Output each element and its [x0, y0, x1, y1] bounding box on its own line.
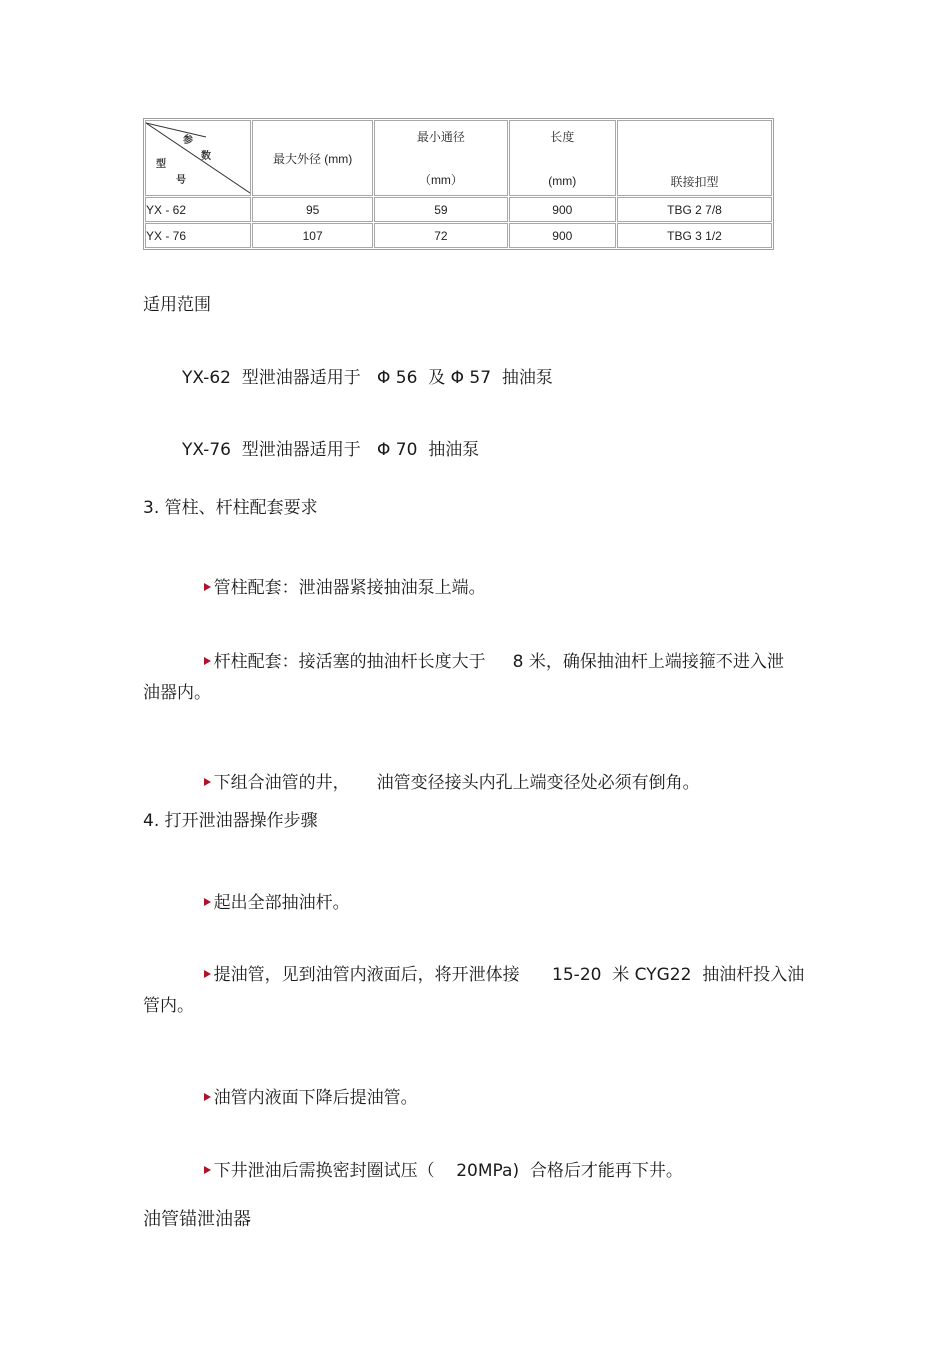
triangle-bullet-icon [204, 970, 211, 978]
section-4-title: 4. 打开泄油器操作步骤 [143, 811, 318, 831]
list-item-text: 杆柱配套：接活塞的抽油杆长度大于 8 米，确保抽油杆上端接箍不进入泄 [213, 652, 784, 672]
section-3-title: 3. 管柱、杆柱配套要求 [143, 498, 318, 518]
list-item-text: 油管内液面下降后提油管。 [213, 1088, 418, 1108]
cell-max-od: 95 [252, 197, 373, 222]
table-row [145, 223, 772, 248]
triangle-bullet-icon [204, 1093, 211, 1101]
diagonal-header [146, 121, 250, 195]
list-item-text: 下井泄油后需换密封圈试压（ 20MPa) 合格后才能再下井。 [213, 1161, 683, 1181]
corner-label-bottom-a: 型 [156, 159, 166, 170]
scope-title: 适用范围 [143, 295, 211, 315]
header-length-label: 长度 [550, 130, 575, 144]
list-item-text: 管柱配套：泄油器紧接抽油泵上端。 [213, 578, 486, 598]
triangle-bullet-icon [204, 898, 211, 906]
list-item [182, 1063, 418, 1128]
scope-line-1: YX-62 型泄油器适用于 Φ 56 及 Φ 57 抽油泵 [182, 368, 553, 388]
triangle-bullet-icon [204, 778, 211, 786]
triangle-bullet-icon [204, 657, 211, 665]
list-item [182, 627, 784, 692]
list-item [182, 868, 350, 933]
table-row [145, 197, 772, 222]
cell-min-id: 72 [374, 223, 507, 248]
table-header-row [145, 120, 772, 196]
cell-model: YX - 62 [145, 197, 251, 222]
list-item-text: 下组合油管的井， 油管变径接头内孔上端变径处必须有倒角。 [213, 773, 700, 793]
header-length [509, 120, 616, 196]
next-section-title: 油管锚泄油器 [143, 1209, 251, 1230]
corner-label-bottom-b: 号 [176, 175, 186, 186]
cell-model: YX - 76 [145, 223, 251, 248]
list-item [182, 748, 700, 813]
spec-table [143, 118, 774, 250]
list-item-continuation: 管内。 [143, 996, 194, 1016]
cell-length: 900 [509, 223, 616, 248]
header-thread [617, 120, 772, 196]
triangle-bullet-icon [204, 1166, 211, 1174]
header-min-id-label: 最小通径 [416, 130, 465, 144]
list-item [182, 940, 804, 1005]
list-item-text: 提油管，见到油管内液面后，将开泄体接 15-20 米 CYG22 抽油杆投入油 [213, 965, 805, 985]
cell-min-id: 59 [374, 197, 507, 222]
header-min-id [374, 120, 507, 196]
cell-length: 900 [509, 197, 616, 222]
header-length-unit: (mm) [548, 174, 577, 188]
header-min-id-unit: （mm） [418, 173, 463, 187]
scope-line-2: YX-76 型泄油器适用于 Φ 70 抽油泵 [182, 440, 480, 460]
list-item [182, 1136, 683, 1201]
corner-label-top-b: 数 [201, 151, 211, 162]
cell-thread: TBG 2 7/8 [617, 197, 772, 222]
list-item-continuation: 油器内。 [143, 683, 211, 703]
triangle-bullet-icon [204, 583, 211, 591]
cell-thread: TBG 3 1/2 [617, 223, 772, 248]
header-thread-label: 联接扣型 [670, 175, 719, 189]
corner-label-top-a: 参 [183, 135, 193, 146]
header-max-od: 最大外径 (mm) [252, 120, 373, 196]
corner-header-cell [145, 120, 251, 196]
list-item [182, 553, 486, 618]
list-item-text: 起出全部抽油杆。 [213, 893, 350, 913]
cell-max-od: 107 [252, 223, 373, 248]
